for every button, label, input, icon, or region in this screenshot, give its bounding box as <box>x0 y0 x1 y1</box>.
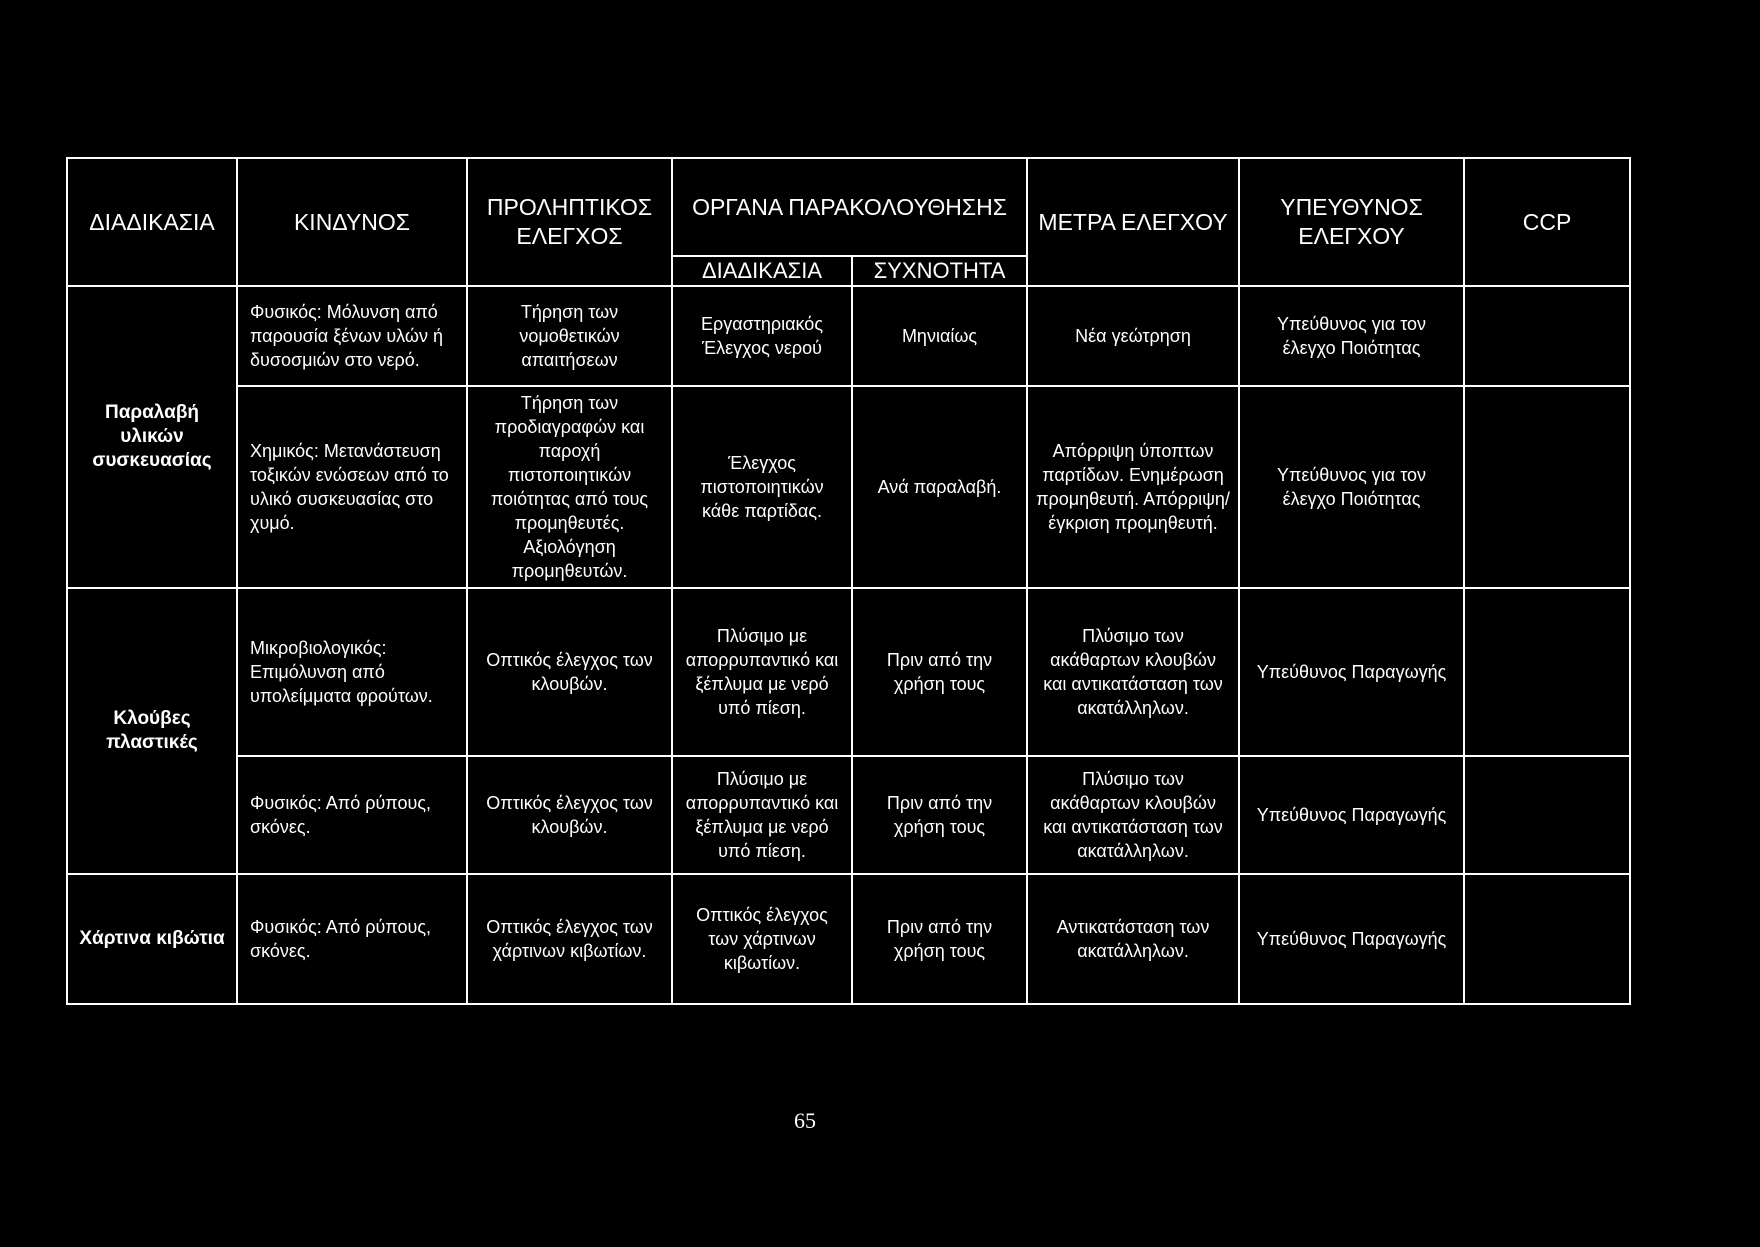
header-monitoring: ΟΡΓΑΝΑ ΠΑΡΑΚΟΛΟΥΘΗΣΗΣ <box>672 158 1027 256</box>
header-process: ΔΙΑΔΙΚΑΣΙΑ <box>67 158 237 286</box>
frequency-cell: Πριν από την χρήση τους <box>852 874 1027 1004</box>
measures-cell: Νέα γεώτρηση <box>1027 286 1239 386</box>
frequency-cell: Μηνιαίως <box>852 286 1027 386</box>
measures-cell: Απόρριψη ύποπτων παρτίδων. Ενημέρωση προμηθευτή. Απόρριψη/ έγκριση προμηθευτή. <box>1027 386 1239 588</box>
ccp-cell <box>1464 874 1630 1004</box>
responsible-cell: Υπεύθυνος Παραγωγής <box>1239 874 1464 1004</box>
process-cell: Κλούβες πλαστικές <box>67 588 237 874</box>
process-cell: Παραλαβή υλικών συσκευασίας <box>67 286 237 588</box>
table-row <box>67 386 1630 588</box>
measures-cell: Πλύσιμο των ακάθαρτων κλουβών και αντικατάσταση των ακατάλληλων. <box>1027 756 1239 874</box>
preventive-cell: Οπτικός έλεγχος των κλουβών. <box>467 756 672 874</box>
preventive-cell: Τήρηση των νομοθετικών απαιτήσεων <box>467 286 672 386</box>
responsible-cell: Υπεύθυνος για τον έλεγχο Ποιότητας <box>1239 386 1464 588</box>
header-control-measures: ΜΕΤΡΑ ΕΛΕΓΧΟΥ <box>1027 158 1239 286</box>
procedure-cell: Έλεγχος πιστοποιητικών κάθε παρτίδας. <box>672 386 852 588</box>
responsible-cell: Υπεύθυνος Παραγωγής <box>1239 588 1464 756</box>
page-number: 65 <box>794 1108 816 1133</box>
hazard-cell: Φυσικός: Μόλυνση από παρουσία ξένων υλών ή δυσοσμιών στο νερό. <box>237 286 467 386</box>
table-row <box>67 286 1630 386</box>
preventive-cell: Οπτικός έλεγχος των κλουβών. <box>467 588 672 756</box>
responsible-cell: Υπεύθυνος Παραγωγής <box>1239 756 1464 874</box>
procedure-cell: Πλύσιμο με απορρυπαντικό και ξέπλυμα με νερό υπό πίεση. <box>672 756 852 874</box>
header-responsible: ΥΠΕΥΘΥΝΟΣ ΕΛΕΓΧΟΥ <box>1239 158 1464 286</box>
hazard-cell: Φυσικός: Από ρύπους, σκόνες. <box>237 874 467 1004</box>
ccp-cell <box>1464 756 1630 874</box>
procedure-cell: Πλύσιμο με απορρυπαντικό και ξέπλυμα με νερό υπό πίεση. <box>672 588 852 756</box>
preventive-cell: Οπτικός έλεγχος των χάρτινων κιβωτίων. <box>467 874 672 1004</box>
process-cell: Χάρτινα κιβώτια <box>67 874 237 1004</box>
header-monitoring-procedure: ΔΙΑΔΙΚΑΣΙΑ <box>672 256 852 286</box>
procedure-cell: Οπτικός έλεγχος των χάρτινων κιβωτίων. <box>672 874 852 1004</box>
frequency-cell: Ανά παραλαβή. <box>852 386 1027 588</box>
header-hazard: ΚΙΝΔΥΝΟΣ <box>237 158 467 286</box>
haccp-table-container <box>66 157 1629 1005</box>
preventive-cell: Τήρηση των προδιαγραφών και παροχή πιστοποιητικών ποιότητας από τους προμηθευτές. Αξιολόγηση προμηθευτών. <box>467 386 672 588</box>
measures-cell: Πλύσιμο των ακάθαρτων κλουβών και αντικατάσταση των ακατάλληλων. <box>1027 588 1239 756</box>
frequency-cell: Πριν από την χρήση τους <box>852 756 1027 874</box>
ccp-cell <box>1464 386 1630 588</box>
hazard-cell: Χημικός: Μετανάστευση τοξικών ενώσεων από το υλικό συσκευασίας στο χυμό. <box>237 386 467 588</box>
table-row <box>67 756 1630 874</box>
hazard-cell: Μικροβιολογικός: Επιμόλυνση από υπολείμματα φρούτων. <box>237 588 467 756</box>
hazard-cell: Φυσικός: Από ρύπους, σκόνες. <box>237 756 467 874</box>
ccp-cell <box>1464 286 1630 386</box>
header-ccp: CCP <box>1464 158 1630 286</box>
ccp-cell <box>1464 588 1630 756</box>
procedure-cell: Εργαστηριακός Έλεγχος νερού <box>672 286 852 386</box>
table-row <box>67 588 1630 756</box>
measures-cell: Αντικατάσταση των ακατάλληλων. <box>1027 874 1239 1004</box>
frequency-cell: Πριν από την χρήση τους <box>852 588 1027 756</box>
responsible-cell: Υπεύθυνος για τον έλεγχο Ποιότητας <box>1239 286 1464 386</box>
haccp-table <box>66 157 1631 1005</box>
table-row <box>67 874 1630 1004</box>
header-monitoring-frequency: ΣΥΧΝΟΤΗΤΑ <box>852 256 1027 286</box>
header-preventive-control: ΠΡΟΛΗΠΤΙΚΟΣ ΕΛΕΓΧΟΣ <box>467 158 672 286</box>
